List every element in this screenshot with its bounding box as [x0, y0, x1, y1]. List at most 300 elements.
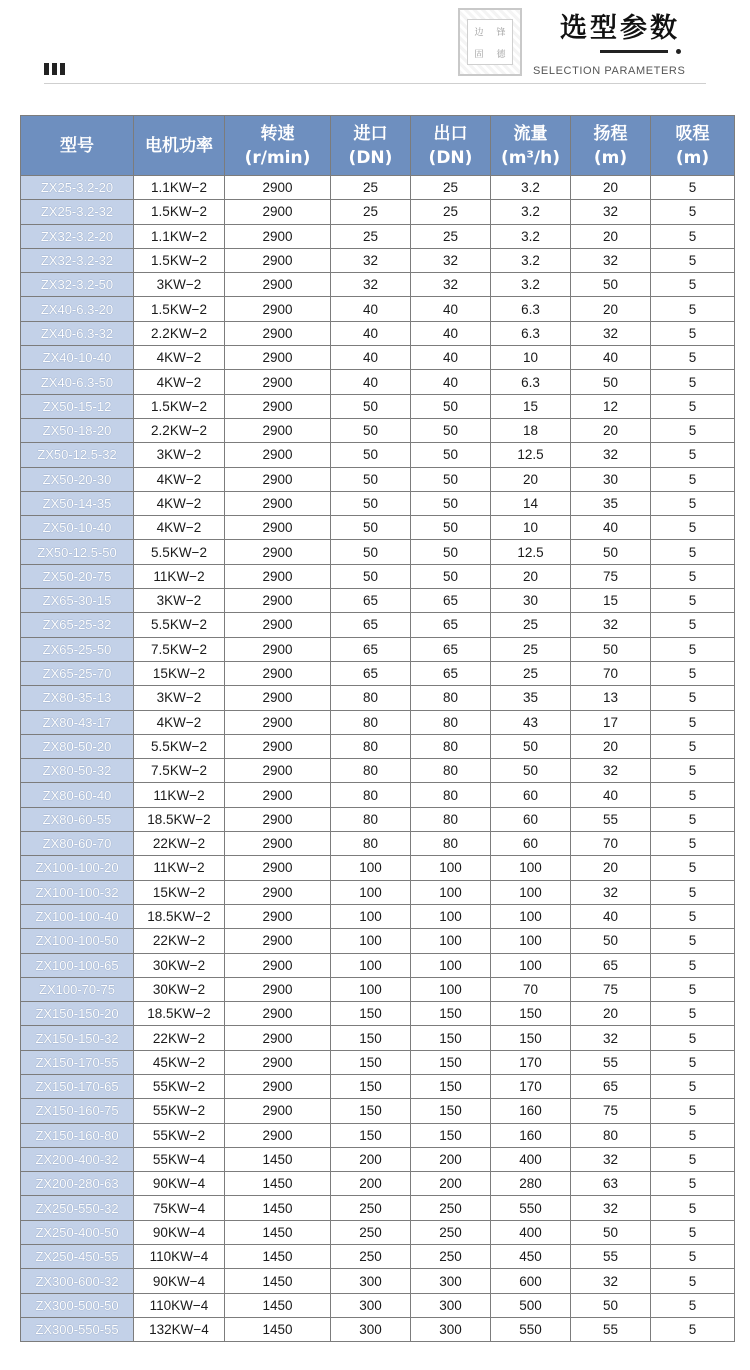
table-cell: 2900: [225, 686, 331, 710]
title-dot: [676, 49, 681, 54]
table-row: [21, 589, 735, 613]
table-cell: 50: [331, 564, 411, 588]
table-row: [21, 443, 735, 467]
table-cell: 40: [571, 346, 651, 370]
table-cell: 65: [411, 661, 491, 685]
table-cell: 100: [331, 904, 411, 928]
table-cell: 5: [651, 856, 735, 880]
model-cell: ZX100-100-32: [21, 880, 134, 904]
table-row: [21, 370, 735, 394]
table-row: [21, 856, 735, 880]
table-cell: 65: [411, 637, 491, 661]
table-cell: 2900: [225, 783, 331, 807]
model-cell: ZX80-60-70: [21, 832, 134, 856]
column-header-line: 转速: [260, 123, 295, 144]
table-cell: 80: [331, 807, 411, 831]
table-row: [21, 176, 735, 200]
table-cell: 2900: [225, 832, 331, 856]
model-cell: ZX200-400-32: [21, 1147, 134, 1171]
table-cell: 12: [571, 394, 651, 418]
table-cell: 40: [411, 321, 491, 345]
table-cell: 55KW−2: [134, 1074, 225, 1098]
table-cell: 5: [651, 297, 735, 321]
table-cell: 20: [571, 1002, 651, 1026]
title-underline: [600, 50, 668, 53]
table-row: [21, 1002, 735, 1026]
table-cell: 5: [651, 1245, 735, 1269]
table-cell: 7.5KW−2: [134, 759, 225, 783]
table-cell: 50: [571, 540, 651, 564]
table-cell: 250: [331, 1196, 411, 1220]
table-cell: 5: [651, 443, 735, 467]
table-cell: 25: [411, 176, 491, 200]
table-cell: 55: [571, 1245, 651, 1269]
table-cell: 30: [491, 589, 571, 613]
table-cell: 80: [411, 783, 491, 807]
table-cell: 40: [571, 783, 651, 807]
table-cell: 550: [491, 1317, 571, 1341]
table-cell: 80: [411, 759, 491, 783]
model-cell: ZX100-70-75: [21, 977, 134, 1001]
table-cell: 2900: [225, 953, 331, 977]
model-cell: ZX40-10-40: [21, 346, 134, 370]
table-cell: 55KW−4: [134, 1147, 225, 1171]
table-cell: 2900: [225, 273, 331, 297]
table-cell: 5: [651, 321, 735, 345]
table-cell: 2900: [225, 929, 331, 953]
table-cell: 2900: [225, 904, 331, 928]
table-cell: 1.5KW−2: [134, 394, 225, 418]
table-row: [21, 661, 735, 685]
table-cell: 50: [571, 637, 651, 661]
column-header-line: 出口: [433, 123, 468, 144]
table-cell: 110KW−4: [134, 1293, 225, 1317]
table-cell: 2900: [225, 613, 331, 637]
table-cell: 35: [571, 491, 651, 515]
model-cell: ZX50-20-30: [21, 467, 134, 491]
column-header-line: 流量: [513, 123, 548, 144]
model-cell: ZX50-12.5-32: [21, 443, 134, 467]
table-cell: 80: [331, 710, 411, 734]
table-cell: 11KW−2: [134, 783, 225, 807]
model-cell: ZX250-400-50: [21, 1220, 134, 1244]
model-cell: ZX32-3.2-20: [21, 224, 134, 248]
table-row: [21, 346, 735, 370]
table-cell: 75: [571, 977, 651, 1001]
table-cell: 25: [331, 200, 411, 224]
table-cell: 40: [571, 904, 651, 928]
table-cell: 32: [571, 443, 651, 467]
table-cell: 150: [411, 1002, 491, 1026]
model-cell: ZX50-10-40: [21, 516, 134, 540]
table-cell: 75: [571, 1099, 651, 1123]
table-cell: 5: [651, 418, 735, 442]
model-cell: ZX50-20-75: [21, 564, 134, 588]
seal-char: 德: [496, 49, 506, 60]
table-cell: 2900: [225, 321, 331, 345]
table-cell: 32: [571, 1196, 651, 1220]
table-cell: 250: [411, 1196, 491, 1220]
seal-logo: [458, 8, 522, 76]
table-cell: 100: [411, 880, 491, 904]
table-cell: 2900: [225, 734, 331, 758]
table-cell: 5: [651, 370, 735, 394]
table-cell: 50: [331, 467, 411, 491]
table-cell: 3.2: [491, 224, 571, 248]
table-cell: 5: [651, 904, 735, 928]
table-cell: 40: [411, 297, 491, 321]
table-cell: 5: [651, 1172, 735, 1196]
table-cell: 150: [331, 1002, 411, 1026]
table-row: [21, 1147, 735, 1171]
table-cell: 65: [331, 589, 411, 613]
model-cell: ZX65-25-50: [21, 637, 134, 661]
table-cell: 80: [331, 783, 411, 807]
table-cell: 5: [651, 1293, 735, 1317]
table-cell: 100: [491, 953, 571, 977]
table-row: [21, 540, 735, 564]
model-cell: ZX80-43-17: [21, 710, 134, 734]
table-cell: 5: [651, 832, 735, 856]
table-cell: 40: [571, 516, 651, 540]
table-cell: 5.5KW−2: [134, 540, 225, 564]
table-cell: 5: [651, 613, 735, 637]
table-cell: 50: [411, 540, 491, 564]
table-cell: 5: [651, 248, 735, 272]
table-cell: 50: [571, 273, 651, 297]
table-cell: 25: [331, 176, 411, 200]
model-cell: ZX80-35-13: [21, 686, 134, 710]
table-cell: 32: [411, 273, 491, 297]
model-cell: ZX25-3.2-20: [21, 176, 134, 200]
table-cell: 100: [491, 904, 571, 928]
model-cell: ZX65-25-70: [21, 661, 134, 685]
column-header: [21, 116, 134, 176]
table-cell: 30KW−2: [134, 953, 225, 977]
table-cell: 3.2: [491, 248, 571, 272]
table-cell: 60: [491, 783, 571, 807]
table-cell: 2900: [225, 1099, 331, 1123]
table-cell: 100: [411, 904, 491, 928]
selection-parameters-table: [20, 115, 735, 1342]
table-cell: 40: [331, 297, 411, 321]
table-cell: 100: [491, 856, 571, 880]
table-cell: 2900: [225, 1123, 331, 1147]
model-cell: ZX250-550-32: [21, 1196, 134, 1220]
table-cell: 2900: [225, 637, 331, 661]
model-cell: ZX150-160-75: [21, 1099, 134, 1123]
model-cell: ZX300-550-55: [21, 1317, 134, 1341]
table-cell: 3KW−2: [134, 686, 225, 710]
table-cell: 32: [571, 248, 651, 272]
table-cell: 5: [651, 491, 735, 515]
table-cell: 5: [651, 1196, 735, 1220]
table-cell: 15: [491, 394, 571, 418]
table-cell: 2900: [225, 224, 331, 248]
table-row: [21, 273, 735, 297]
table-cell: 1.1KW−2: [134, 176, 225, 200]
model-cell: ZX50-14-35: [21, 491, 134, 515]
model-cell: ZX80-60-40: [21, 783, 134, 807]
table-cell: 1450: [225, 1147, 331, 1171]
table-cell: 2900: [225, 297, 331, 321]
table-cell: 300: [411, 1269, 491, 1293]
table-cell: 4KW−2: [134, 710, 225, 734]
table-cell: 150: [491, 1002, 571, 1026]
table-cell: 32: [571, 759, 651, 783]
table-cell: 5: [651, 224, 735, 248]
table-cell: 18.5KW−2: [134, 1002, 225, 1026]
table-cell: 90KW−4: [134, 1269, 225, 1293]
table-cell: 110KW−4: [134, 1245, 225, 1269]
table-row: [21, 516, 735, 540]
table-cell: 25: [411, 224, 491, 248]
table-cell: 6.3: [491, 321, 571, 345]
table-cell: 100: [331, 977, 411, 1001]
table-cell: 160: [491, 1099, 571, 1123]
table-cell: 2900: [225, 661, 331, 685]
table-cell: 65: [331, 661, 411, 685]
table-cell: 2900: [225, 1074, 331, 1098]
table-cell: 25: [491, 613, 571, 637]
table-row: [21, 200, 735, 224]
table-cell: 35: [491, 686, 571, 710]
table-cell: 2900: [225, 807, 331, 831]
table-cell: 250: [411, 1220, 491, 1244]
table-cell: 2900: [225, 880, 331, 904]
table-cell: 150: [411, 1123, 491, 1147]
table-cell: 11KW−2: [134, 564, 225, 588]
table-cell: 1450: [225, 1196, 331, 1220]
column-header-line: (r/min): [244, 147, 311, 168]
table-cell: 150: [411, 1026, 491, 1050]
table-cell: 5: [651, 1026, 735, 1050]
table-cell: 3.2: [491, 176, 571, 200]
model-cell: ZX25-3.2-32: [21, 200, 134, 224]
table-cell: 5: [651, 783, 735, 807]
table-cell: 40: [411, 346, 491, 370]
table-cell: 55: [571, 807, 651, 831]
table-cell: 3KW−2: [134, 589, 225, 613]
table-cell: 2900: [225, 200, 331, 224]
table-cell: 300: [411, 1293, 491, 1317]
model-cell: ZX300-500-50: [21, 1293, 134, 1317]
bars-icon: [44, 63, 65, 75]
table-cell: 50: [571, 370, 651, 394]
table-row: [21, 1026, 735, 1050]
model-cell: ZX100-100-65: [21, 953, 134, 977]
table-cell: 70: [571, 661, 651, 685]
table-cell: 20: [571, 418, 651, 442]
table-cell: 20: [491, 467, 571, 491]
table-cell: 10: [491, 346, 571, 370]
table-cell: 2900: [225, 346, 331, 370]
table-cell: 2900: [225, 710, 331, 734]
table-cell: 100: [411, 856, 491, 880]
model-cell: ZX100-100-20: [21, 856, 134, 880]
table-cell: 12.5: [491, 540, 571, 564]
table-row: [21, 1293, 735, 1317]
table-row: [21, 953, 735, 977]
table-cell: 5: [651, 176, 735, 200]
model-cell: ZX150-170-65: [21, 1074, 134, 1098]
table-cell: 5: [651, 346, 735, 370]
table-cell: 20: [491, 564, 571, 588]
table-cell: 15: [571, 589, 651, 613]
table-cell: 3.2: [491, 273, 571, 297]
table-cell: 400: [491, 1220, 571, 1244]
table-cell: 5: [651, 1147, 735, 1171]
table-cell: 100: [491, 929, 571, 953]
table-row: [21, 1123, 735, 1147]
table-cell: 20: [571, 176, 651, 200]
table-row: [21, 904, 735, 928]
table-cell: 2900: [225, 759, 331, 783]
table-cell: 50: [411, 516, 491, 540]
table-cell: 14: [491, 491, 571, 515]
table-cell: 10: [491, 516, 571, 540]
table-cell: 5.5KW−2: [134, 613, 225, 637]
table-cell: 5: [651, 540, 735, 564]
table-row: [21, 1196, 735, 1220]
table-cell: 5: [651, 759, 735, 783]
column-header-line: 电机功率: [145, 135, 213, 156]
table-cell: 2900: [225, 176, 331, 200]
table-cell: 80: [331, 686, 411, 710]
table-cell: 2900: [225, 977, 331, 1001]
table-cell: 80: [411, 734, 491, 758]
table-cell: 32: [571, 1269, 651, 1293]
table-cell: 150: [491, 1026, 571, 1050]
table-cell: 6.3: [491, 370, 571, 394]
table-cell: 150: [331, 1026, 411, 1050]
table-cell: 150: [411, 1099, 491, 1123]
seal-char: 锋: [496, 27, 506, 38]
table-cell: 5: [651, 1123, 735, 1147]
table-cell: 25: [411, 200, 491, 224]
table-cell: 5: [651, 1002, 735, 1026]
table-cell: 65: [331, 637, 411, 661]
column-header: [331, 116, 411, 176]
table-cell: 5: [651, 807, 735, 831]
table-cell: 32: [571, 200, 651, 224]
table-cell: 75: [571, 564, 651, 588]
column-header: [411, 116, 491, 176]
model-cell: ZX80-50-32: [21, 759, 134, 783]
table-cell: 43: [491, 710, 571, 734]
table-cell: 80: [411, 807, 491, 831]
table-row: [21, 1317, 735, 1341]
table-cell: 1450: [225, 1269, 331, 1293]
table-cell: 15KW−2: [134, 661, 225, 685]
table-cell: 40: [331, 346, 411, 370]
model-cell: ZX50-12.5-50: [21, 540, 134, 564]
table-cell: 50: [331, 540, 411, 564]
table-cell: 20: [571, 856, 651, 880]
table-cell: 200: [411, 1172, 491, 1196]
table-cell: 12.5: [491, 443, 571, 467]
table-cell: 40: [331, 321, 411, 345]
table-cell: 60: [491, 832, 571, 856]
table-cell: 500: [491, 1293, 571, 1317]
page-header: [0, 0, 750, 100]
table-cell: 50: [571, 1220, 651, 1244]
table-cell: 50: [331, 516, 411, 540]
table-cell: 1.5KW−2: [134, 297, 225, 321]
table-row: [21, 637, 735, 661]
table-cell: 300: [411, 1317, 491, 1341]
table-cell: 32: [571, 321, 651, 345]
table-body: [21, 176, 735, 1342]
column-header-line: (DN): [428, 147, 473, 168]
table-cell: 2900: [225, 1050, 331, 1074]
table-row: [21, 734, 735, 758]
table-row: [21, 1245, 735, 1269]
table-cell: 5: [651, 394, 735, 418]
table-cell: 50: [411, 467, 491, 491]
table-cell: 50: [411, 564, 491, 588]
table-cell: 100: [331, 856, 411, 880]
table-cell: 5: [651, 880, 735, 904]
column-header: [651, 116, 735, 176]
table-cell: 1450: [225, 1172, 331, 1196]
table-cell: 40: [411, 370, 491, 394]
table-cell: 250: [411, 1245, 491, 1269]
model-cell: ZX100-100-50: [21, 929, 134, 953]
table-cell: 150: [331, 1099, 411, 1123]
table-row: [21, 1269, 735, 1293]
table-cell: 5: [651, 589, 735, 613]
table-cell: 55KW−2: [134, 1123, 225, 1147]
table-cell: 2900: [225, 467, 331, 491]
table-cell: 5: [651, 1099, 735, 1123]
table-cell: 5: [651, 1074, 735, 1098]
model-cell: ZX40-6.3-32: [21, 321, 134, 345]
table-cell: 1.5KW−2: [134, 248, 225, 272]
table-row: [21, 1050, 735, 1074]
seal-characters: [467, 19, 513, 65]
table-cell: 5: [651, 637, 735, 661]
table-cell: 100: [331, 929, 411, 953]
model-cell: ZX65-25-32: [21, 613, 134, 637]
table-cell: 2900: [225, 1002, 331, 1026]
table-cell: 5: [651, 564, 735, 588]
table-cell: 18.5KW−2: [134, 807, 225, 831]
table-cell: 1.5KW−2: [134, 200, 225, 224]
column-header: [571, 116, 651, 176]
table-cell: 1.1KW−2: [134, 224, 225, 248]
model-cell: ZX50-15-12: [21, 394, 134, 418]
table-cell: 20: [571, 734, 651, 758]
table-cell: 32: [571, 613, 651, 637]
table-cell: 22KW−2: [134, 832, 225, 856]
table-cell: 4KW−2: [134, 467, 225, 491]
table-cell: 100: [491, 880, 571, 904]
table-cell: 80: [331, 759, 411, 783]
table-cell: 18.5KW−2: [134, 904, 225, 928]
table-cell: 5: [651, 1050, 735, 1074]
table-cell: 65: [411, 613, 491, 637]
table-cell: 30KW−2: [134, 977, 225, 1001]
table-cell: 150: [331, 1123, 411, 1147]
table-cell: 2900: [225, 564, 331, 588]
table-cell: 5: [651, 273, 735, 297]
table-cell: 55: [571, 1050, 651, 1074]
table-cell: 4KW−2: [134, 516, 225, 540]
table-cell: 250: [331, 1220, 411, 1244]
table-cell: 280: [491, 1172, 571, 1196]
table-cell: 2900: [225, 394, 331, 418]
